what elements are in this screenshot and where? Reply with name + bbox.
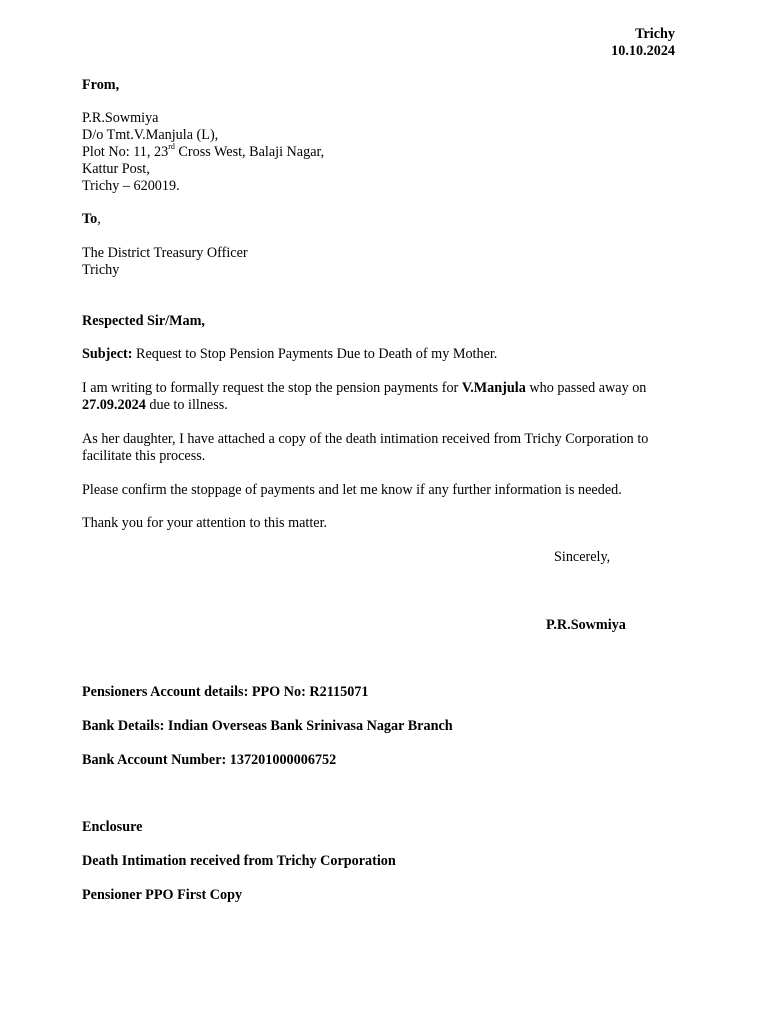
- sender-address-line1: [82, 144, 324, 161]
- recipient-line2: Trichy: [82, 262, 120, 278]
- subject-text: Request to Stop Pension Payments Due to Death of my Mother.: [132, 346, 498, 362]
- sender-address-line2: Kattur Post,: [82, 161, 150, 177]
- header-place: Trichy: [635, 26, 675, 42]
- sender-relation: D/o Tmt.V.Manjula (L),: [82, 127, 219, 143]
- recipient-line1: The District Treasury Officer: [82, 245, 248, 261]
- address-line1-superscript: rd: [168, 142, 175, 152]
- p1-text-b: who passed away on: [525, 380, 647, 396]
- bank-details: Bank Details: Indian Overseas Bank Srinivasa Nagar Branch: [82, 718, 453, 734]
- signature-name: P.R.Sowmiya: [546, 617, 626, 633]
- body-paragraph-1: [82, 380, 682, 414]
- address-line1-suffix: Cross West, Balaji Nagar,: [174, 144, 325, 160]
- enclosure-item: Pensioner PPO First Copy: [82, 887, 243, 903]
- to-heading-punct: ,: [97, 211, 101, 227]
- p1-date: 27.09.2024: [82, 397, 146, 413]
- body-paragraph-4: Thank you for your attention to this matter.: [82, 515, 328, 531]
- ppo-details: Pensioners Account details: PPO No: R2115071: [82, 684, 369, 700]
- address-line1-prefix: Plot No: 11, 23: [82, 144, 169, 160]
- to-heading-label: To: [82, 211, 98, 227]
- salutation: Respected Sir/Mam,: [82, 313, 205, 329]
- enclosure-heading: Enclosure: [82, 819, 143, 835]
- p1-text-c: due to illness.: [145, 397, 228, 413]
- header-date: 10.10.2024: [611, 43, 675, 59]
- sender-address-line3: Trichy – 620019.: [82, 178, 180, 194]
- sign-off: Sincerely,: [554, 549, 611, 565]
- to-heading: [82, 211, 101, 228]
- enclosure-item: Death Intimation received from Trichy Corporation: [82, 853, 396, 869]
- from-heading: From,: [82, 77, 120, 93]
- body-paragraph-3: Please confirm the stoppage of payments and let me know if any further information is needed.: [82, 482, 622, 498]
- body-paragraph-2: As her daughter, I have attached a copy of the death intimation received from Trichy Corporation to facilitate this process.: [82, 431, 649, 464]
- subject-label: Subject:: [82, 346, 133, 362]
- p1-name: V.Manjula: [461, 380, 526, 396]
- bank-account-number: Bank Account Number: 137201000006752: [82, 752, 337, 768]
- p1-text-a: I am writing to formally request the stop the pension payments for: [82, 380, 462, 396]
- subject-line: [82, 346, 497, 363]
- sender-name: P.R.Sowmiya: [82, 110, 159, 126]
